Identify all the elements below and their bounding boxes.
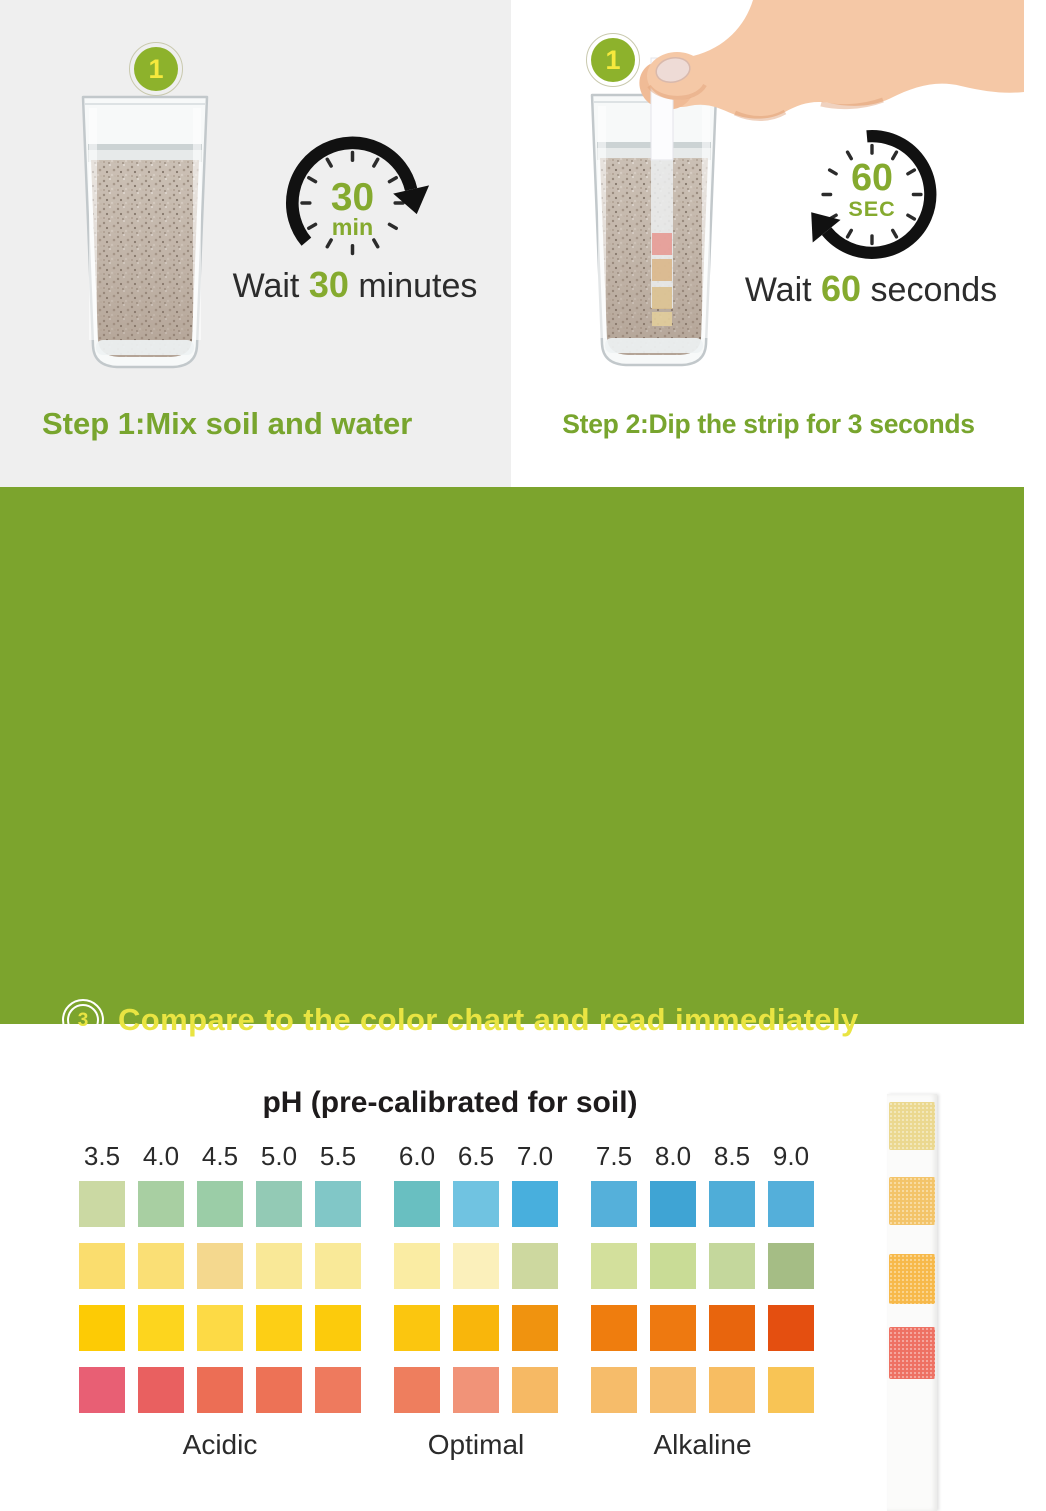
ph-swatch	[138, 1305, 184, 1351]
ph-swatch	[768, 1305, 814, 1351]
ph-swatch	[197, 1181, 243, 1227]
ph-swatch	[256, 1305, 302, 1351]
ph-value-label: 8.5	[713, 1141, 751, 1171]
step1-badge-number: 1	[148, 53, 164, 84]
ph-swatch	[79, 1243, 125, 1289]
ph-swatch	[650, 1367, 696, 1413]
timer-60sec-icon	[792, 112, 952, 277]
step3-heading: Compare to the color chart and read immediately	[118, 1002, 859, 1037]
step2-badge	[586, 33, 640, 87]
wait-30-prefix: Wait	[232, 267, 300, 305]
ph-value-label: 8.0	[654, 1141, 692, 1171]
ph-swatch	[591, 1367, 637, 1413]
ph-value-row	[79, 1140, 840, 1181]
glass-soil-water-image	[74, 94, 216, 380]
ph-swatch	[197, 1367, 243, 1413]
ph-swatch	[512, 1367, 558, 1413]
zone-label: Optimal	[427, 1429, 525, 1460]
ph-swatch	[394, 1367, 440, 1413]
ph-swatch	[394, 1243, 440, 1289]
pad-row-2	[79, 1243, 840, 1289]
ph-swatch	[512, 1305, 558, 1351]
ph-swatch	[453, 1367, 499, 1413]
wait-60-prefix: Wait	[744, 271, 812, 309]
ph-swatch	[79, 1367, 125, 1413]
ph-value-label: 5.0	[260, 1141, 298, 1171]
wait-30-suffix: minutes	[358, 267, 478, 305]
ph-swatch	[256, 1367, 302, 1413]
step3-badge-number: 3	[77, 1009, 89, 1031]
ph-swatch	[453, 1181, 499, 1227]
step1-panel	[0, 0, 511, 487]
ph-swatch	[79, 1305, 125, 1351]
timer60-unit: SEC	[848, 196, 896, 222]
wait-60-text	[696, 268, 1046, 310]
timer-30min-icon	[270, 118, 435, 288]
pad-row-4	[79, 1367, 840, 1413]
ph-swatch	[768, 1243, 814, 1289]
ph-swatch	[453, 1305, 499, 1351]
step2-badge-circle	[591, 38, 635, 82]
ph-swatch	[453, 1243, 499, 1289]
ph-swatch	[315, 1181, 361, 1227]
ph-swatch	[315, 1305, 361, 1351]
ph-value-label: 3.5	[83, 1141, 121, 1171]
step3-badge-circle	[67, 1004, 99, 1036]
ph-swatch	[591, 1181, 637, 1227]
wait-30-value: 30	[308, 264, 349, 305]
ph-swatch	[138, 1367, 184, 1413]
ph-swatch	[709, 1367, 755, 1413]
ph-value-label: 4.5	[201, 1141, 239, 1171]
timer60-value: 60	[851, 155, 893, 198]
strip-pad	[889, 1102, 935, 1150]
step2-caption: Step 2:Dip the strip for 3 seconds	[562, 409, 975, 439]
wait-60-value: 60	[821, 268, 862, 309]
ph-swatch	[256, 1181, 302, 1227]
timer30-value: 30	[330, 175, 375, 219]
zone-row	[79, 1429, 840, 1461]
ph-swatch	[768, 1181, 814, 1227]
ph-swatch	[650, 1181, 696, 1227]
ph-color-chart-card	[60, 1070, 840, 1492]
step1-badge	[129, 42, 183, 96]
ph-swatch	[197, 1243, 243, 1289]
ph-swatch	[315, 1367, 361, 1413]
ph-value-label: 6.5	[457, 1141, 495, 1171]
step1-caption: Step 1:Mix soil and water	[42, 406, 413, 441]
ph-value-label: 5.5	[319, 1141, 357, 1171]
step1-badge-circle	[134, 47, 178, 91]
swatch-rows	[79, 1181, 840, 1413]
ph-value-label: 7.0	[516, 1141, 554, 1171]
zone-label: Alkaline	[653, 1429, 752, 1460]
step2-badge-number: 1	[605, 44, 621, 75]
ph-swatch	[768, 1367, 814, 1413]
ph-swatch	[315, 1243, 361, 1289]
strip-pad	[889, 1177, 935, 1225]
ph-swatch	[197, 1305, 243, 1351]
timer30-unit: min	[331, 214, 374, 241]
test-strip	[887, 1094, 937, 1511]
wait-60-suffix: seconds	[870, 271, 998, 309]
ph-swatch	[512, 1181, 558, 1227]
strip-pad	[889, 1254, 935, 1304]
ph-swatch	[650, 1305, 696, 1351]
ph-value-label: 4.0	[142, 1141, 180, 1171]
chart-title: pH (pre-calibrated for soil)	[262, 1086, 638, 1119]
ph-swatch	[138, 1243, 184, 1289]
ph-swatch	[591, 1305, 637, 1351]
ph-swatch	[591, 1243, 637, 1289]
pad-row-3	[79, 1305, 840, 1351]
ph-swatch	[138, 1181, 184, 1227]
step3-badge	[62, 999, 104, 1041]
ph-swatch	[394, 1181, 440, 1227]
ph-value-label: 9.0	[772, 1141, 810, 1171]
compare-section	[0, 487, 1024, 1460]
ph-swatch	[709, 1243, 755, 1289]
ph-swatch	[650, 1243, 696, 1289]
ph-value-label: 6.0	[398, 1141, 436, 1171]
zone-label: Acidic	[182, 1429, 258, 1460]
ph-value-label: 7.5	[595, 1141, 633, 1171]
ph-swatch	[709, 1305, 755, 1351]
pad-row-1	[79, 1181, 840, 1227]
ph-swatch	[79, 1181, 125, 1227]
strip-pad	[889, 1327, 935, 1379]
wait-30-text	[180, 264, 530, 306]
ph-swatch	[256, 1243, 302, 1289]
ph-swatch	[709, 1181, 755, 1227]
ph-swatch	[394, 1305, 440, 1351]
ph-swatch	[512, 1243, 558, 1289]
